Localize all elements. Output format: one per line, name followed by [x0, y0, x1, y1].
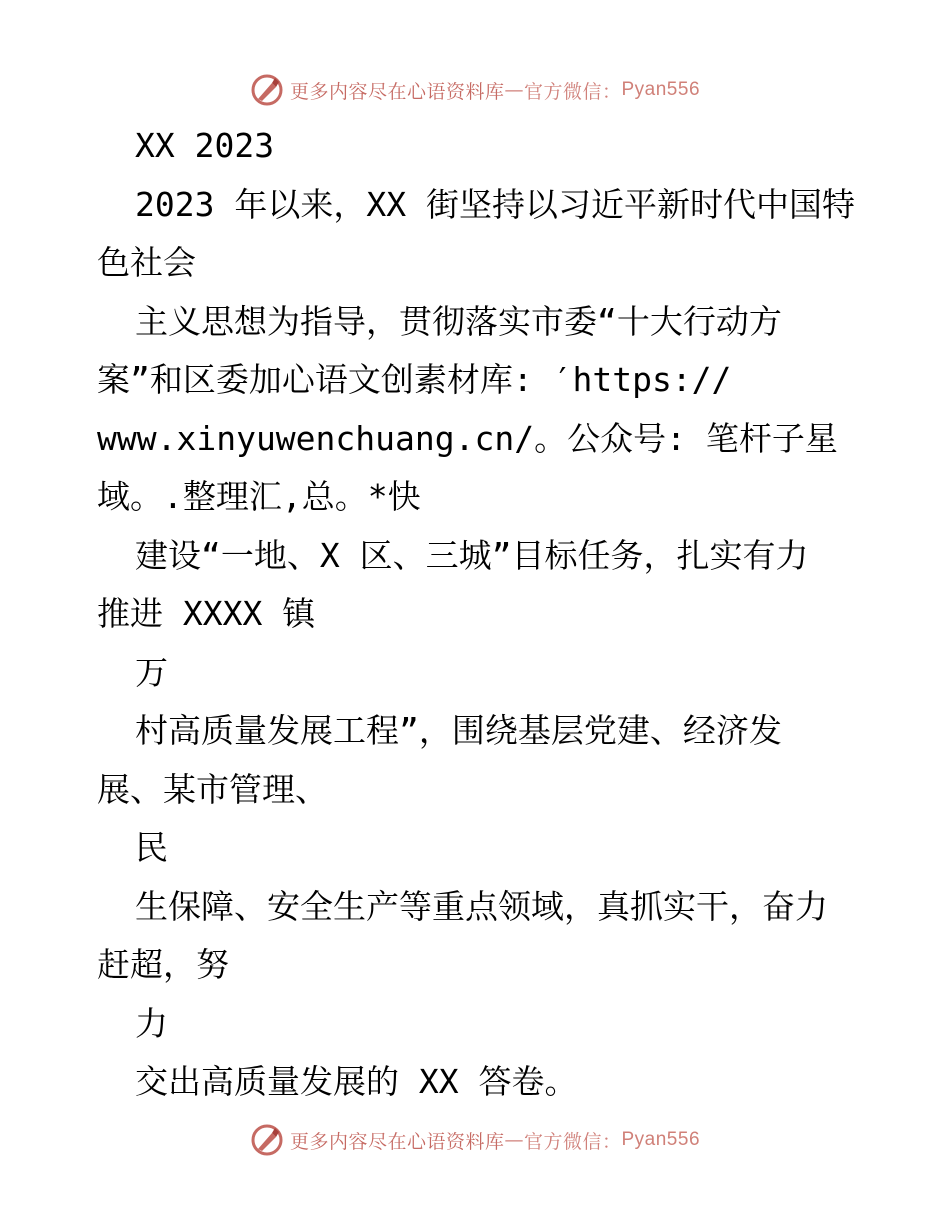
text-line: 案”和区委加心语文创素材库: ′https://: [97, 360, 732, 399]
watermark-footer: [0, 1120, 950, 1160]
text-line: 万: [135, 653, 168, 692]
watermark-sub-text: 官方微信：: [523, 1130, 622, 1153]
watermark-sub-text: 官方微信：: [523, 80, 622, 103]
text-line: 建设“一地、X 区、三城”目标任务，扎实有力: [135, 536, 809, 575]
text-line: 民: [135, 828, 168, 867]
watermark-dash: —: [504, 79, 524, 101]
watermark-main-text: 更多内容尽在心语资料库: [289, 1130, 505, 1153]
pen-logo-icon: [250, 73, 284, 107]
watermark-handle: Pyan556: [621, 79, 701, 100]
text-line: 生保障、安全生产等重点领域，真抓实干，奋力: [135, 887, 828, 926]
watermark-handle: Pyan556: [621, 1129, 701, 1150]
text-line: 2023 年以来，XX 街坚持以习近平新时代中国特: [135, 185, 855, 224]
text-line: 交出高质量发展的 XX 答卷。: [135, 1062, 578, 1101]
text-line: 域。.整理汇,总。*快: [97, 477, 421, 516]
watermark-dash: —: [504, 1129, 524, 1151]
text-line: www.xinyuwenchuang.cn/。公众号: 笔杆子星: [97, 419, 838, 458]
pen-logo-icon: [250, 1123, 284, 1157]
text-line: 力: [135, 1004, 168, 1043]
text-line: 展、某市管理、: [97, 770, 328, 809]
text-line: 赶超，努: [97, 945, 229, 984]
watermark-main-text: 更多内容尽在心语资料库: [289, 80, 505, 103]
watermark-header: [0, 70, 950, 110]
text-line: 推进 XXXX 镇: [97, 594, 316, 633]
text-line: 色社会: [97, 243, 196, 282]
text-line: 村高质量发展工程”，围绕基层党建、经济发: [135, 711, 782, 750]
text-line: 主义思想为指导，贯彻落实市委“十大行动方: [135, 302, 782, 341]
text-line: XX 2023: [135, 126, 275, 165]
